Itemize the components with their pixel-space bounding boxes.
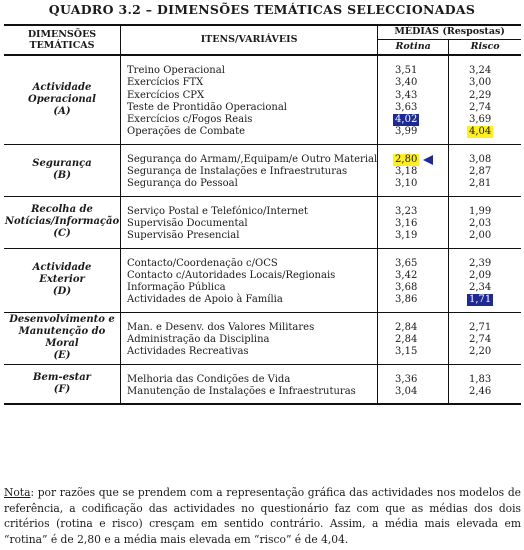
risco-cell bbox=[449, 364, 521, 404]
header-dimensions: DIMENSÕES TEMÁTICAS bbox=[4, 25, 121, 55]
item-label: Actividades de Apoio à Família bbox=[127, 294, 283, 306]
rotina-value: 3,23 bbox=[395, 205, 418, 217]
table-row bbox=[4, 144, 521, 196]
rotina-value: 3,18 bbox=[395, 166, 418, 178]
rotina-value: 3,19 bbox=[395, 230, 418, 242]
rotina-value: 2,84 bbox=[395, 321, 418, 333]
header-medias: MÉDIAS (Respostas) bbox=[378, 25, 521, 40]
footnote-text: : por razões que se prendem com a representação gráfica das actividades nos modelos de referência, a codificação das actividades no questionário faz com que as médias dos dois critérios (rotina e risco) cresçam em sentido contrário. Assim, a média mais elevada em “rotina” é de 2,80 e a média mais elevada em “risco” é de 4,04. bbox=[4, 486, 521, 546]
item-label: Segurança do Armam/,Equipam/e Outro Material bbox=[127, 153, 378, 165]
risco-value: 2,39 bbox=[468, 257, 492, 269]
table-row bbox=[4, 248, 521, 312]
item-label: Supervisão Documental bbox=[127, 217, 248, 229]
risco-value: 1,99 bbox=[468, 205, 492, 217]
rotina-value: 3,86 bbox=[395, 294, 418, 306]
table-row bbox=[4, 196, 521, 248]
header-items: ITENS/VARIÁVEIS bbox=[121, 25, 378, 55]
risco-value: 3,00 bbox=[468, 77, 492, 89]
risco-value: 2,09 bbox=[468, 269, 492, 281]
rotina-cell bbox=[378, 55, 449, 144]
risco-cell bbox=[449, 312, 521, 364]
item-label: Operações de Combate bbox=[127, 126, 246, 138]
item-label: Segurança de Instalações e Infraestruturas bbox=[127, 166, 348, 178]
risco-value-highlight-yellow: 4,04 bbox=[468, 126, 492, 138]
items-cell bbox=[121, 312, 378, 364]
items-cell bbox=[121, 196, 378, 248]
risco-value: 2,46 bbox=[468, 385, 492, 397]
footnote-label: Nota bbox=[4, 486, 31, 499]
risco-cell bbox=[449, 144, 521, 196]
rotina-value: 3,51 bbox=[395, 65, 418, 76]
dimension-label: Bem-estar (F) bbox=[4, 364, 121, 404]
risco-value: 2,71 bbox=[468, 321, 492, 333]
rotina-value: 3,36 bbox=[395, 373, 418, 385]
risco-value: 1,83 bbox=[468, 373, 492, 385]
table-row bbox=[4, 312, 521, 364]
item-label: Exercícios CPX bbox=[127, 89, 205, 101]
rotina-value: 3,65 bbox=[395, 257, 418, 269]
rotina-value: 3,43 bbox=[395, 89, 418, 101]
risco-value: 2,74 bbox=[468, 101, 492, 113]
risco-value: 2,20 bbox=[468, 346, 492, 358]
item-label: Exercícios FTX bbox=[127, 77, 204, 89]
item-label: Teste de Prontidão Operacional bbox=[127, 101, 287, 113]
header-risco: Risco bbox=[449, 40, 521, 56]
rotina-value: 3,40 bbox=[395, 77, 418, 89]
dimension-label: Segurança (B) bbox=[4, 144, 121, 196]
table-row bbox=[4, 364, 521, 404]
table-title: QUADRO 3.2 – DIMENSÕES TEMÁTICAS SELECCIONADAS bbox=[48, 2, 476, 17]
item-label: Informação Pública bbox=[127, 282, 226, 294]
items-cell bbox=[121, 248, 378, 312]
items-cell bbox=[121, 364, 378, 404]
rotina-value: 3,68 bbox=[395, 282, 418, 294]
rotina-value: 3,63 bbox=[395, 101, 418, 113]
rotina-cell bbox=[378, 144, 449, 196]
items-cell bbox=[121, 144, 378, 196]
risco-value-highlight-blue: 1,71 bbox=[468, 294, 492, 306]
rotina-value-highlight-yellow: 2,80 bbox=[395, 153, 418, 165]
item-label: Administração da Disciplina bbox=[127, 334, 270, 346]
dimension-label: Recolha de Notícias/Informação (C) bbox=[4, 196, 121, 248]
arrow-left-icon bbox=[423, 155, 433, 165]
risco-value: 2,81 bbox=[468, 178, 492, 190]
item-label: Man. e Desenv. dos Valores Militares bbox=[127, 321, 315, 333]
rotina-value: 3,42 bbox=[395, 269, 418, 281]
risco-value: 2,74 bbox=[468, 334, 492, 346]
dimension-label: Actividade Exterior (D) bbox=[4, 248, 121, 312]
risco-value: 2,87 bbox=[468, 166, 492, 178]
rotina-value-highlight-blue: 4,02 bbox=[395, 114, 418, 126]
risco-value: 2,00 bbox=[468, 230, 492, 242]
rotina-value: 3,16 bbox=[395, 217, 418, 229]
rotina-value: 3,10 bbox=[395, 178, 418, 190]
risco-value: 2,29 bbox=[468, 89, 492, 101]
item-label: Contacto/Coordenação c/OCS bbox=[127, 257, 278, 269]
rotina-cell bbox=[378, 364, 449, 404]
item-label: Treino Operacional bbox=[127, 65, 225, 76]
risco-value: 2,03 bbox=[468, 217, 492, 229]
risco-cell bbox=[449, 248, 521, 312]
rotina-cell bbox=[378, 248, 449, 312]
item-label: Supervisão Presencial bbox=[127, 230, 240, 242]
thematic-dimensions-table bbox=[4, 24, 521, 405]
rotina-value: 3,04 bbox=[395, 385, 418, 397]
item-label: Manutenção de Instalações e Infraestruturas bbox=[127, 385, 356, 397]
risco-value: 3,08 bbox=[468, 153, 492, 165]
header-rotina: Rotina bbox=[378, 40, 449, 56]
item-label: Actividades Recreativas bbox=[127, 346, 249, 358]
rotina-value: 3,99 bbox=[395, 126, 418, 138]
item-label: Exercícios c/Fogos Reais bbox=[127, 114, 253, 126]
rotina-cell bbox=[378, 196, 449, 248]
dimension-label: Desenvolvimento e Manutenção do Moral (E) bbox=[4, 312, 121, 364]
item-label: Segurança do Pessoal bbox=[127, 178, 238, 190]
footnote bbox=[4, 485, 521, 547]
risco-value: 3,69 bbox=[468, 114, 492, 126]
table-row bbox=[4, 55, 521, 144]
item-label: Contacto c/Autoridades Locais/Regionais bbox=[127, 269, 336, 281]
item-label: Melhoria das Condições de Vida bbox=[127, 373, 291, 385]
rotina-value: 2,84 bbox=[395, 334, 418, 346]
item-label: Serviço Postal e Telefónico/Internet bbox=[127, 205, 308, 217]
risco-value: 3,24 bbox=[468, 65, 492, 76]
rotina-value: 3,15 bbox=[395, 346, 418, 358]
risco-cell bbox=[449, 55, 521, 144]
items-cell bbox=[121, 55, 378, 144]
dimension-label: Actividade Operacional (A) bbox=[4, 55, 121, 144]
risco-cell bbox=[449, 196, 521, 248]
risco-value: 2,34 bbox=[468, 282, 492, 294]
rotina-cell bbox=[378, 312, 449, 364]
